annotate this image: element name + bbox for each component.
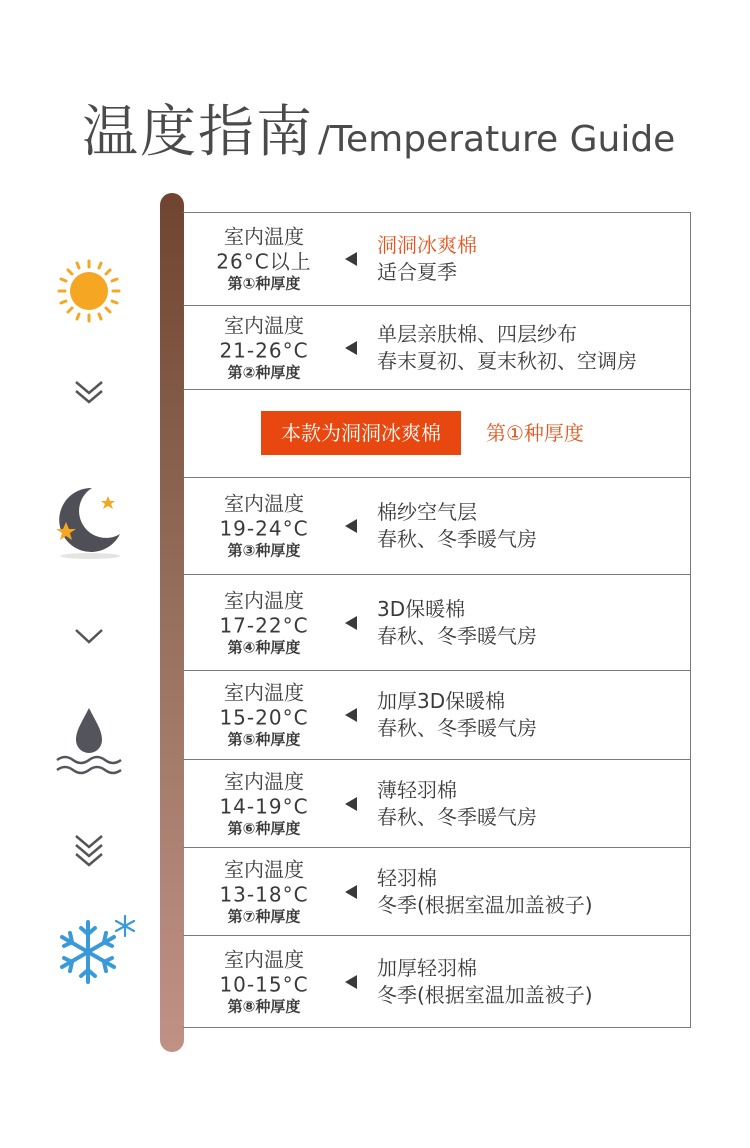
table-row <box>183 760 690 848</box>
season-note: 春秋、冬季暖气房 <box>377 716 537 740</box>
season-note: 适合夏季 <box>377 260 457 284</box>
temperature-range: 26°C以上 <box>216 249 312 274</box>
triangle-left-icon <box>345 341 357 355</box>
triangle-left-icon <box>345 708 357 722</box>
temperature-range: 13-18°C <box>219 882 309 906</box>
material-name: 加厚轻羽棉 <box>377 955 477 980</box>
material-name: 加厚3D保暖棉 <box>377 689 506 713</box>
description-cell <box>377 321 637 375</box>
table-row <box>183 306 690 390</box>
temperature-range: 19-24°C <box>219 516 309 541</box>
material-name: 棉纱空气层 <box>377 500 477 524</box>
temperature-guide-table <box>183 212 691 1028</box>
temperature-range: 21-26°C <box>219 338 309 362</box>
description-cell <box>377 596 537 650</box>
thickness-level: 第③种厚度 <box>227 541 301 560</box>
temperature-cell <box>183 769 345 838</box>
temperature-range: 17-22°C <box>219 613 309 637</box>
thickness-level: 第④种厚度 <box>227 638 301 656</box>
temperature-range: 14-19°C <box>219 794 309 818</box>
indoor-temperature-label: 室内温度 <box>224 769 304 793</box>
current-product-badge: 本款为洞洞冰爽棉 <box>261 411 461 455</box>
chevron-down-double-icon <box>72 374 106 408</box>
season-note: 春秋、冬季暖气房 <box>377 623 537 648</box>
thickness-level: 第②种厚度 <box>227 363 301 381</box>
material-name: 单层亲肤棉、四层纱布 <box>377 321 577 346</box>
triangle-left-icon <box>345 519 357 533</box>
description-cell <box>377 499 537 553</box>
season-note: 春秋、冬季暖气房 <box>377 804 537 829</box>
chevron-down-icon <box>72 624 106 648</box>
title-english: /Temperature Guide <box>318 119 676 160</box>
table-row <box>183 478 690 575</box>
current-product-thickness: 第①种厚度 <box>486 421 584 445</box>
temperature-cell <box>183 947 345 1016</box>
temperature-cell <box>183 681 345 750</box>
temperature-cell <box>183 225 345 294</box>
material-name: 洞洞冰爽棉 <box>377 233 477 257</box>
temperature-range: 10-15°C <box>219 972 309 996</box>
season-note: 冬季(根据室温加盖被子) <box>377 982 593 1007</box>
indoor-temperature-label: 室内温度 <box>224 857 304 881</box>
triangle-left-icon <box>345 797 357 811</box>
snowflake-icon <box>54 912 140 986</box>
description-cell <box>377 865 593 919</box>
temperature-cell <box>183 857 345 926</box>
indoor-temperature-label: 室内温度 <box>224 588 304 612</box>
triangle-left-icon <box>345 975 357 989</box>
thickness-level: 第①种厚度 <box>227 274 301 293</box>
triangle-left-icon <box>345 885 357 899</box>
thickness-level: 第⑥种厚度 <box>227 819 301 837</box>
indoor-temperature-label: 室内温度 <box>224 680 304 705</box>
triangle-left-icon <box>345 252 357 266</box>
water-drop-waves-icon <box>54 704 124 778</box>
temperature-cell <box>183 492 345 561</box>
season-note: 春秋、冬季暖气房 <box>377 527 537 551</box>
moon-stars-icon <box>52 482 128 562</box>
material-name: 轻羽棉 <box>377 865 437 890</box>
material-name: 薄轻羽棉 <box>377 777 457 802</box>
thickness-level: 第⑧种厚度 <box>227 997 301 1015</box>
table-row <box>183 575 690 671</box>
season-note: 冬季(根据室温加盖被子) <box>377 892 593 917</box>
chevron-down-double-icon <box>72 830 106 872</box>
material-name: 3D保暖棉 <box>377 596 466 621</box>
indoor-temperature-label: 室内温度 <box>224 491 304 516</box>
description-cell <box>377 232 477 286</box>
description-cell <box>377 688 537 742</box>
indoor-temperature-label: 室内温度 <box>224 313 304 337</box>
indoor-temperature-label: 室内温度 <box>224 224 304 249</box>
table-row <box>183 848 690 936</box>
temperature-cell <box>183 313 345 382</box>
indoor-temperature-label: 室内温度 <box>224 947 304 971</box>
title-chinese: 温度指南 <box>82 100 314 165</box>
triangle-left-icon <box>345 616 357 630</box>
sun-icon <box>56 258 122 324</box>
thickness-level: 第⑤种厚度 <box>227 730 301 749</box>
highlight-row <box>183 390 690 478</box>
thickness-level: 第⑦种厚度 <box>227 907 301 925</box>
page-title <box>82 88 675 168</box>
description-cell <box>377 777 537 831</box>
temperature-gradient-bar <box>160 193 184 1052</box>
temperature-cell <box>183 588 345 657</box>
temperature-range: 15-20°C <box>219 705 309 730</box>
season-note: 春末夏初、夏末秋初、空调房 <box>377 348 637 373</box>
description-cell <box>377 955 593 1009</box>
table-row <box>183 671 690 760</box>
table-row <box>183 213 690 306</box>
table-row <box>183 936 690 1028</box>
